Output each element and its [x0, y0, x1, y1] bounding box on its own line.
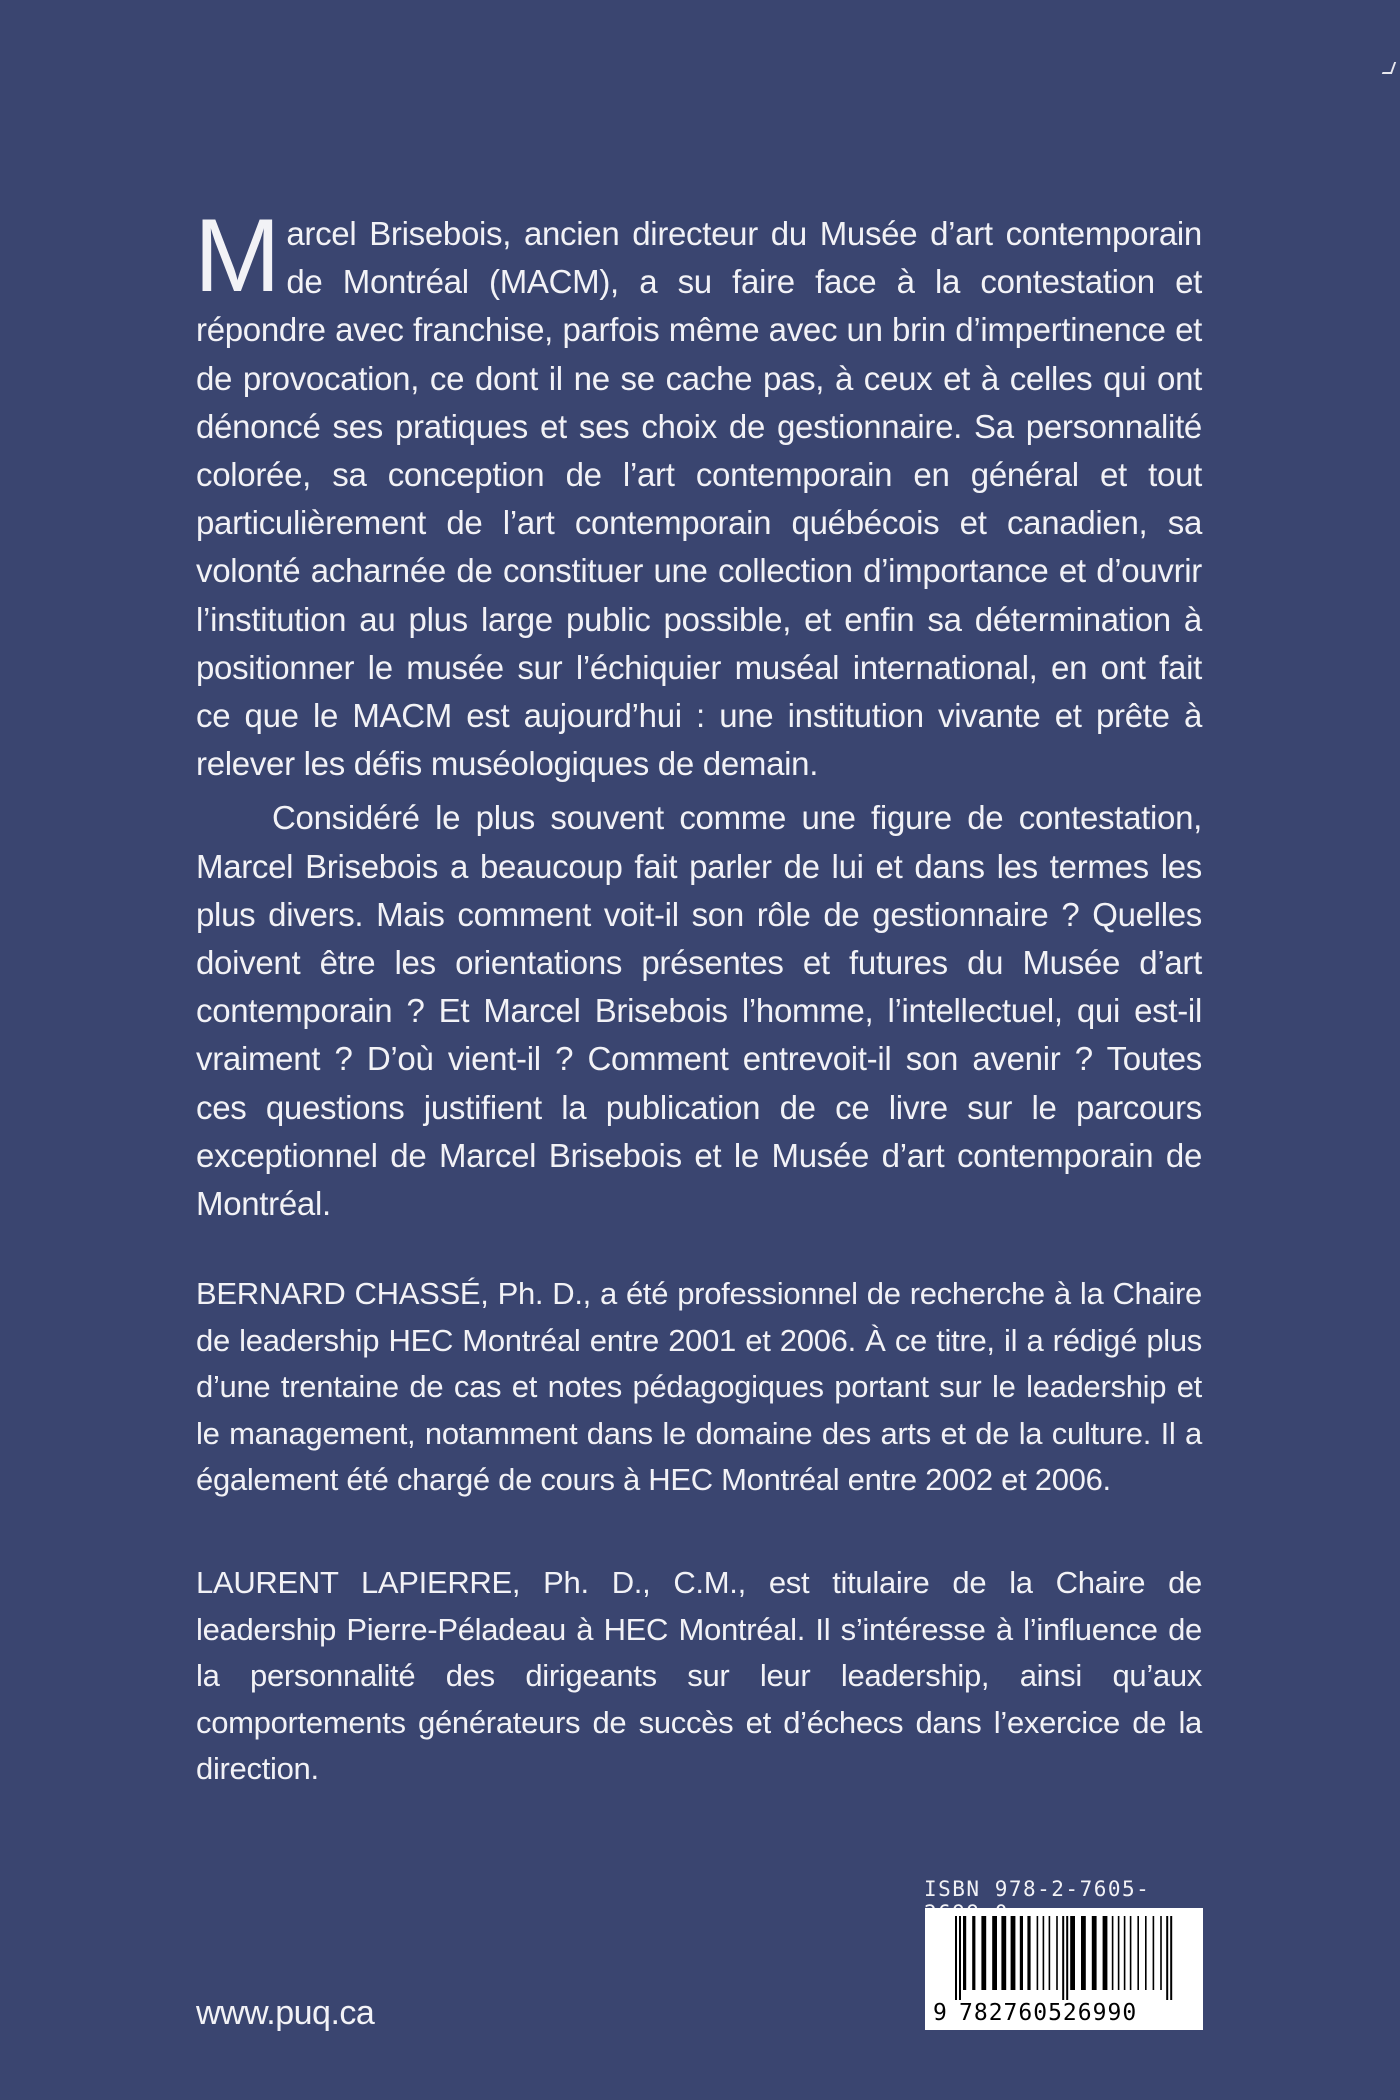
barcode-bar	[981, 1916, 986, 1990]
blurb-paragraph-2: Considéré le plus souvent comme une figure de contestation, Marcel Brisebois a beaucoup fait parler de lui et dans les termes les plus divers. Mais comment voit-il son rôle de gestionnaire ? Quelles doivent être les orientations présentes et futures du Musée d’art contemporain ? Et Marcel Brisebois l’homme, l’intellectuel, qui est-il vraiment ? D’où vient-il ? Comment entrevoit-il son avenir ? Toutes ces questions justifient la publication de ce livre sur le parcours exceptionnel de Marcel Brisebois et le Musée d’art contemporain de Montréal.	[196, 799, 1202, 1223]
barcode-bar	[1062, 1916, 1064, 2000]
barcode-bar	[972, 1916, 975, 1990]
barcode-bar	[1081, 1916, 1086, 1990]
barcode-first-digit: 9	[933, 2000, 948, 2026]
isbn-barcode	[925, 1908, 1203, 2030]
barcode-bar	[1056, 1916, 1058, 1990]
barcode-bar	[1011, 1916, 1016, 1990]
barcode-bar	[1027, 1916, 1030, 1990]
back-cover-blurb	[194, 198, 1202, 1228]
barcode-bar	[1049, 1916, 1051, 1990]
publisher-website: www.puq.ca	[196, 1994, 375, 2032]
barcode-bar	[1066, 1916, 1068, 2000]
barcode-bars	[925, 1908, 1203, 2004]
author-bio-lapierre	[196, 1560, 1202, 1793]
isbn-label: ISBN 978-2-7605-	[924, 1877, 1151, 1901]
barcode-bar	[1118, 1916, 1120, 1990]
corner-mark	[1382, 62, 1396, 74]
barcode-bar	[1001, 1916, 1006, 1990]
barcode-bar	[1160, 1916, 1162, 1990]
barcode-bar	[1103, 1916, 1108, 1990]
barcode-number: 782760526990	[959, 2000, 1138, 2026]
barcode-bar	[1130, 1916, 1132, 1990]
author-bio-text: BERNARD CHASSÉ, Ph. D., a été professionnel de recherche à la Chaire de leadership HEC Montréal entre 2001 et 2006. À ce titre, il a rédigé plus d’une trentaine de cas et notes pédagogiques portant sur le leadership et le management, notamment dans le domaine des arts et de la culture. Il a également été chargé de cours à HEC Montréal entre 2002 et 2006.	[196, 1276, 1202, 1497]
blurb-paragraph-1-text: arcel Brisebois, ancien directeur du Musée d’art contemporain de Montréal (MACM), a su faire face à la contestation et répondre avec franchise, parfois même avec un brin d’impertinence et de provocation, ce dont il ne se cache pas, à ceux et à celles qui ont dénoncé ses pratiques et ses choix de gestionnaire. Sa personnalité colorée, sa conception de l’art contemporain en général et tout particulièrement de l’art contemporain québécois et canadien, sa volonté acharnée de constituer une collection d’importance et d’ouvrir l’institution au plus large public possible, et enfin sa détermination à positionner le musée sur l’échiquier muséal international, en ont fait ce que le MACM est aujourd’hui : une institution vivante et prête à relever les défis muséologiques de demain.	[196, 215, 1202, 783]
barcode-bar	[1137, 1916, 1139, 1990]
barcode-bar	[1170, 1916, 1172, 2000]
barcode-bar	[1145, 1916, 1147, 1990]
barcode-bar	[1166, 1916, 1168, 2000]
barcode-bar	[992, 1916, 997, 1990]
barcode-bar	[1043, 1916, 1045, 1990]
author-bio-text: LAURENT LAPIERRE, Ph. D., C.M., est titulaire de la Chaire de leadership Pierre-Péladeau à HEC Montréal. Il s’intéresse à l’influence de la personnalité des dirigeants sur leur leadership, ainsi qu’aux comportements générateurs de succès et d’échecs dans l’exercice de la direction.	[196, 1565, 1202, 1786]
barcode-bar	[1112, 1916, 1114, 1990]
barcode-bar	[1070, 1916, 1075, 1990]
barcode-bar	[1037, 1916, 1039, 1990]
blurb-paragraph-1	[194, 198, 1202, 788]
drop-cap: M	[194, 198, 281, 314]
barcode-bar	[955, 1916, 957, 2000]
barcode-bar	[1153, 1916, 1155, 1990]
barcode-bar	[1124, 1916, 1126, 1990]
barcode-bar	[1092, 1916, 1097, 1990]
barcode-bar	[963, 1916, 966, 1990]
barcode-bar	[959, 1916, 961, 2000]
author-bio-chasse	[196, 1271, 1202, 1504]
barcode-bar	[1020, 1916, 1023, 1990]
